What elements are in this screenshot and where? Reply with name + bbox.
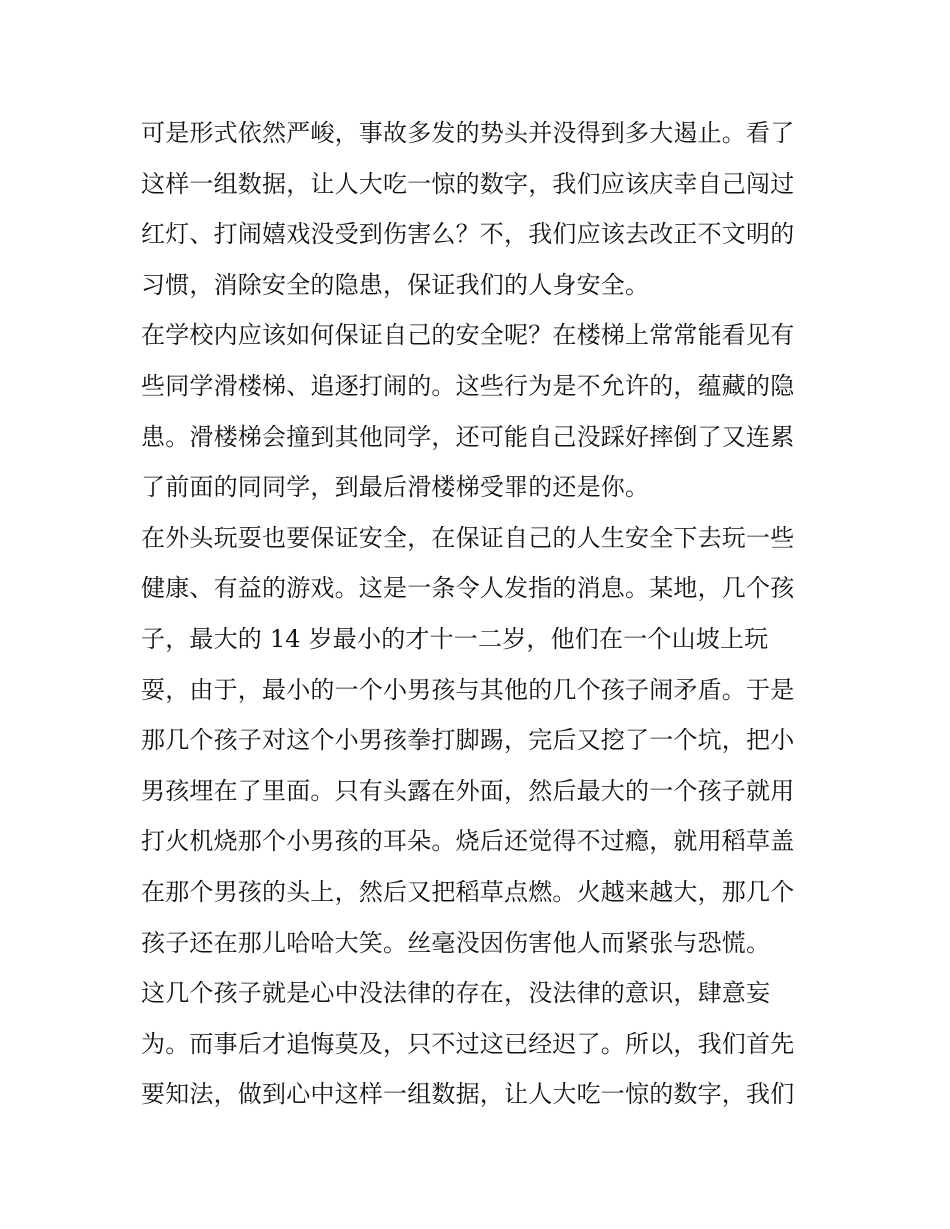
text-line: 些同学滑楼梯、追逐打闹的。这些行为是不允许的，蕴藏的隐 <box>141 371 795 400</box>
text-line: 这样一组数据，让人大吃一惊的数字，我们应该庆幸自己闯过 <box>141 169 795 198</box>
text-line: 孩子还在那儿哈哈大笑。丝毫没因伤害他人而紧张与恐慌。 <box>141 928 771 957</box>
text-line: 在那个男孩的头上，然后又把稻草点燃。火越来越大，那几个 <box>141 877 795 906</box>
text-line: 要知法，做到心中这样一组数据，让人大吃一惊的数字，我们 <box>141 1080 795 1109</box>
text-line: 健康、有益的游戏。这是一条令人发指的消息。某地，几个孩 <box>141 574 795 603</box>
text-line: 那几个孩子对这个小男孩拳打脚踢，完后又挖了一个坑，把小 <box>141 726 795 755</box>
text-line: 男孩埋在了里面。只有头露在外面，然后最大的一个孩子就用 <box>141 776 795 805</box>
body-text <box>141 108 821 1120</box>
text-line: 为。而事后才追悔莫及，只不过这已经迟了。所以，我们首先 <box>141 1029 795 1058</box>
text-line: 耍，由于，最小的一个小男孩与其他的几个孩子闹矛盾。于是 <box>141 675 795 704</box>
text-line: 习惯，消除安全的隐患，保证我们的人身安全。 <box>141 270 650 299</box>
text-line: 患。滑楼梯会撞到其他同学，还可能自己没踩好摔倒了又连累 <box>141 422 795 451</box>
text-line: 了前面的同同学，到最后滑楼梯受罪的还是你。 <box>141 473 650 502</box>
text-line: 在外头玩耍也要保证安全，在保证自己的人生安全下去玩一些 <box>141 523 795 552</box>
text-line: 可是形式依然严峻，事故多发的势头并没得到多大遏止。看了 <box>141 119 795 147</box>
text-line: 这几个孩子就是心中没法律的存在，没法律的意识，肆意妄 <box>141 979 771 1008</box>
text-line: 在学校内应该如何保证自己的安全呢？在楼梯上常常能看见有 <box>141 321 795 350</box>
text-line: 红灯、打闹嬉戏没受到伤害么？不，我们应该去改正不文明的 <box>141 220 795 249</box>
text-line: 打火机烧那个小男孩的耳朵。烧后还觉得不过瘾，就用稻草盖 <box>141 827 795 856</box>
text-line: 子，最大的 14 岁最小的才十一二岁，他们在一个山坡上玩 <box>141 624 769 653</box>
